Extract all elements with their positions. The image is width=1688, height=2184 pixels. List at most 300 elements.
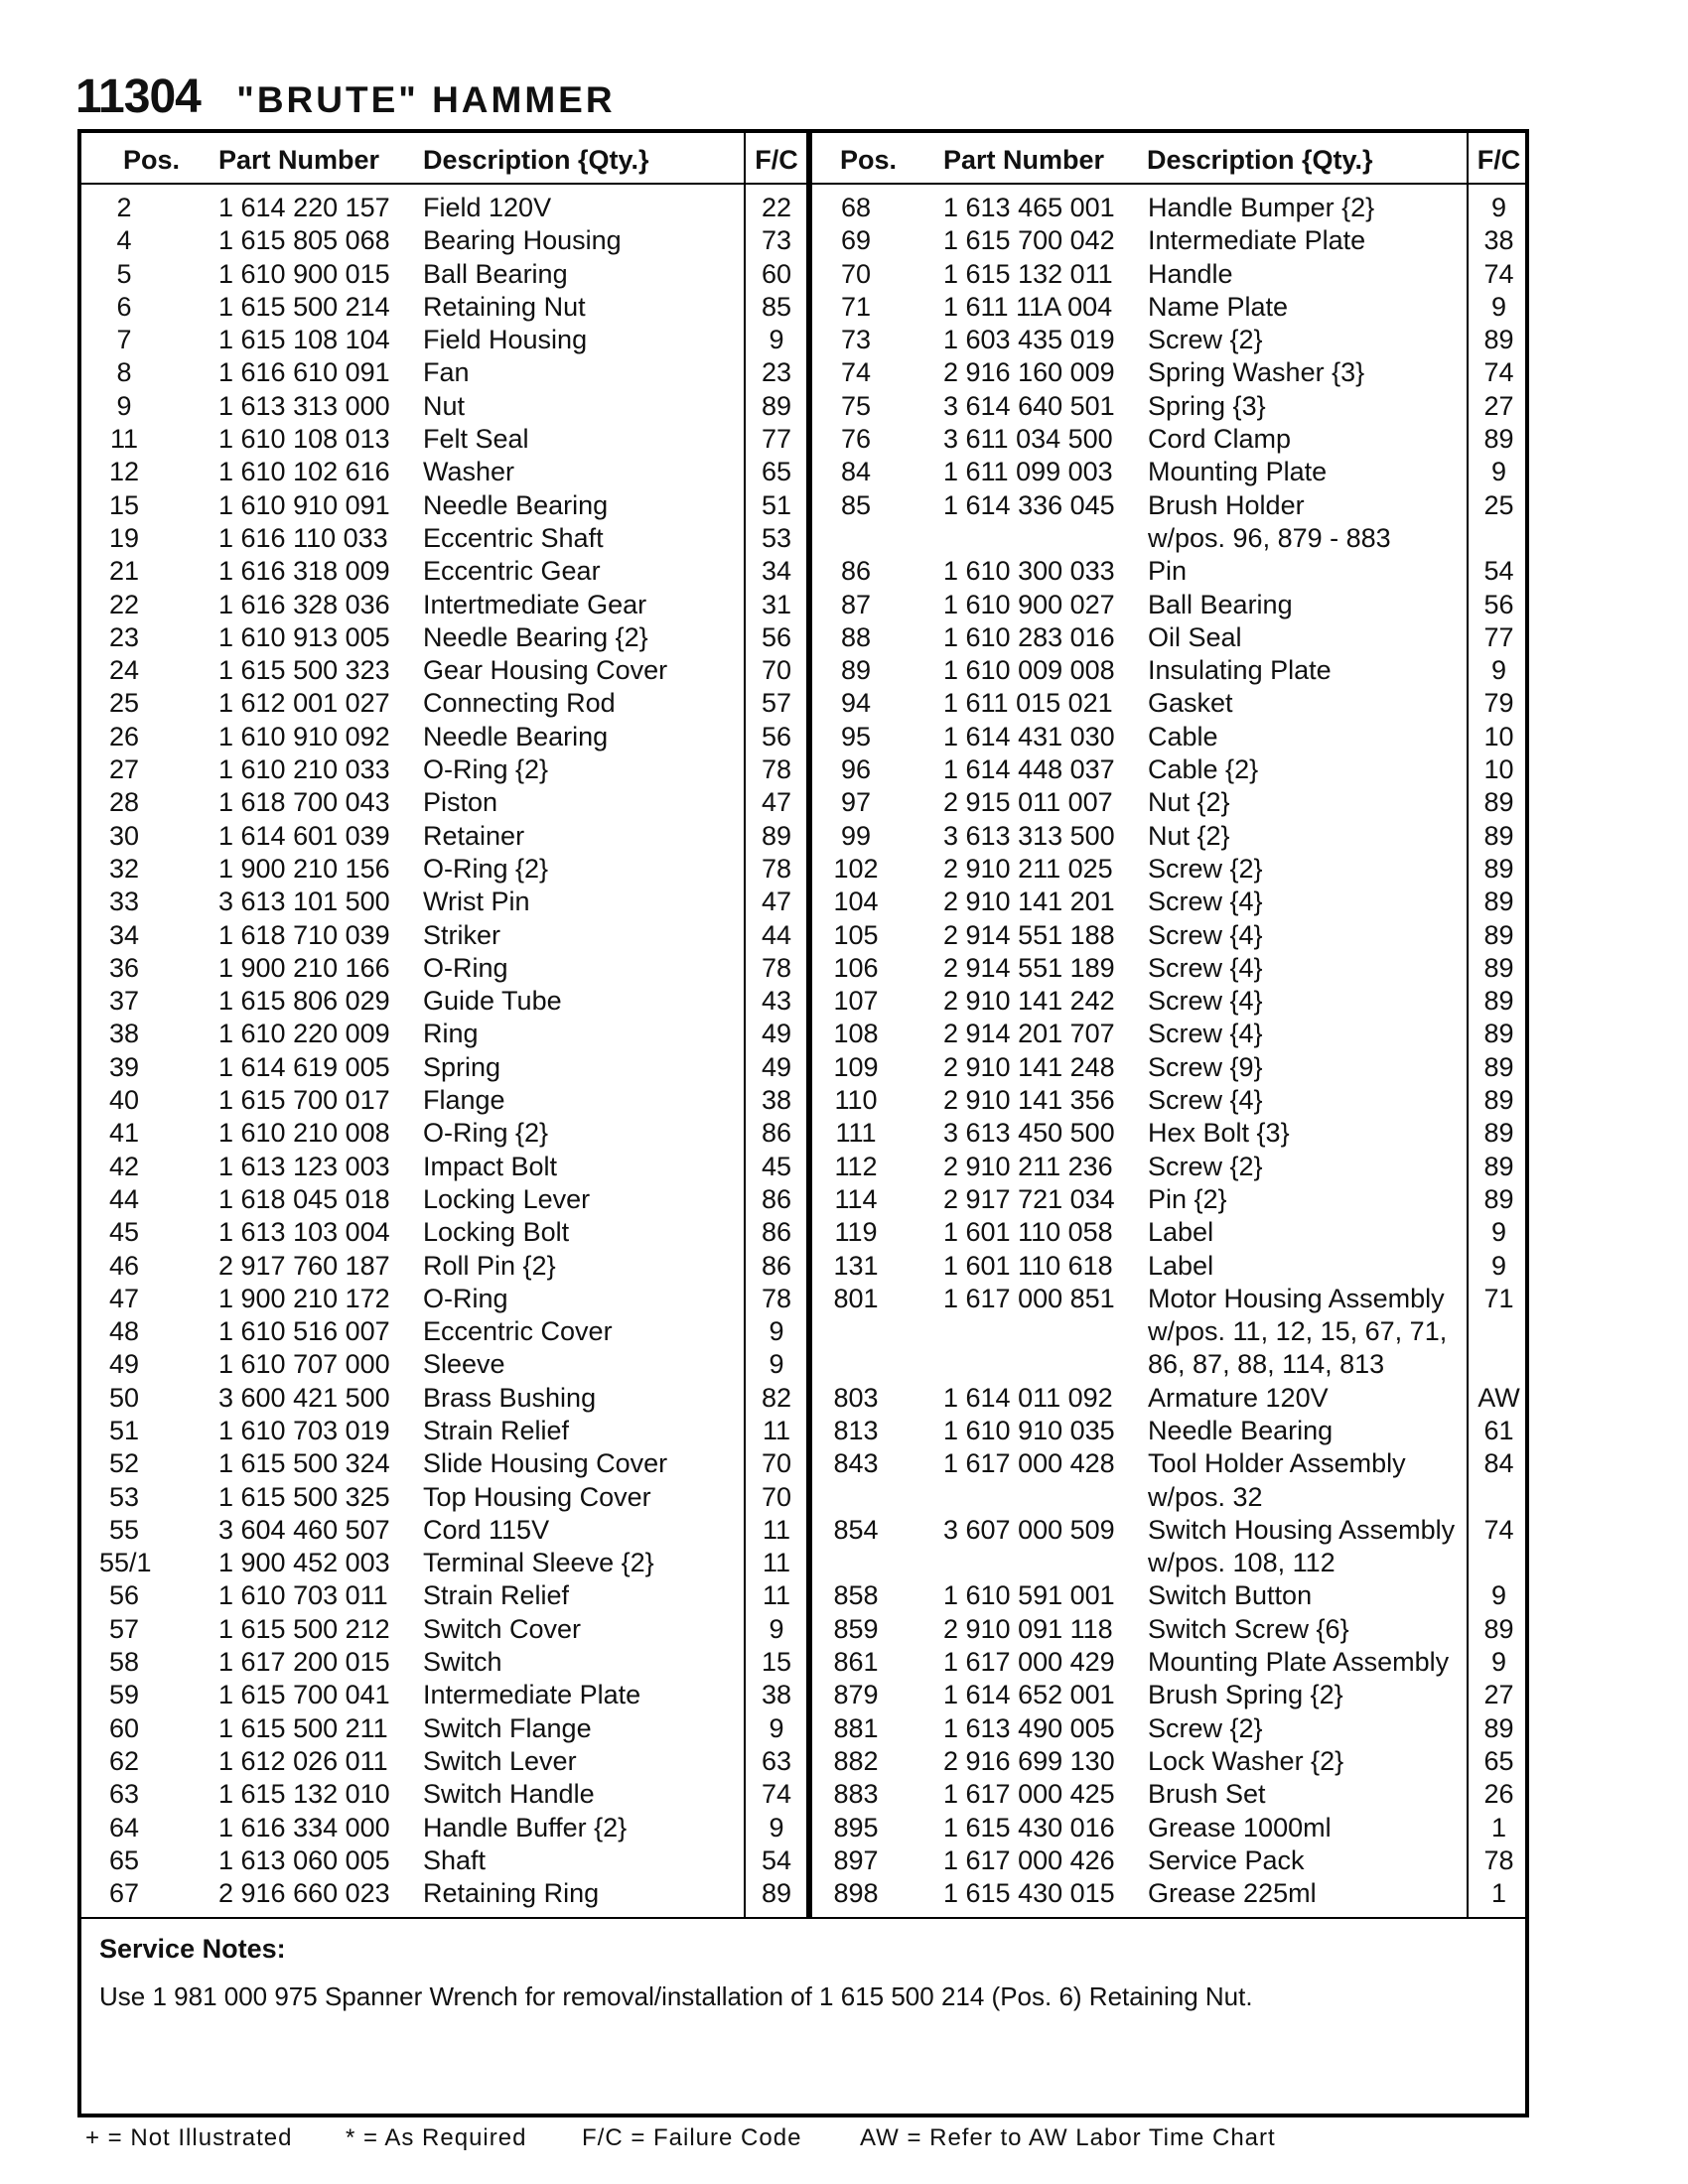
row-part-number: 1 601 110 618 xyxy=(943,1250,1113,1281)
row-pos: 813 xyxy=(833,1415,879,1445)
row-failure-code: 57 xyxy=(761,688,792,719)
row-part-number: 2 914 201 707 xyxy=(943,1019,1115,1049)
row-failure-code: 9 xyxy=(769,325,784,355)
row-description: w/pos. 11, 12, 15, 67, 71, xyxy=(1148,1316,1448,1347)
row-pos: 64 xyxy=(108,1812,140,1843)
row-pos: 114 xyxy=(834,1183,878,1214)
row-part-number: 1 616 610 091 xyxy=(218,357,390,388)
row-part-number: 2 910 091 118 xyxy=(943,1613,1113,1644)
row-description: Spring {3} xyxy=(1148,390,1266,421)
row-part-number: 2 914 551 189 xyxy=(943,952,1115,983)
header-rule xyxy=(81,183,1525,185)
header-desc-right: Description {Qty.} xyxy=(1147,145,1373,175)
table-row xyxy=(81,920,806,953)
row-failure-code: 10 xyxy=(1483,754,1514,785)
table-row xyxy=(81,854,806,887)
row-description: Label xyxy=(1148,1250,1214,1281)
row-pos: 104 xyxy=(833,887,879,917)
row-failure-code: 77 xyxy=(761,424,792,455)
left-parts-list xyxy=(81,193,806,1911)
row-description: Nut xyxy=(423,390,466,421)
row-part-number: 1 616 334 000 xyxy=(218,1812,390,1843)
row-pos: 897 xyxy=(833,1844,879,1875)
row-pos: 95 xyxy=(840,721,872,751)
table-row xyxy=(812,1349,1529,1382)
row-description: Screw {4} xyxy=(1148,986,1263,1017)
row-pos: 843 xyxy=(833,1448,879,1479)
table-row xyxy=(812,590,1529,622)
row-pos: 21 xyxy=(108,556,140,587)
row-failure-code: 1 xyxy=(1490,1812,1507,1843)
table-row xyxy=(812,754,1529,787)
row-part-number: 2 916 699 130 xyxy=(943,1745,1115,1776)
row-part-number: 1 900 210 166 xyxy=(218,952,390,983)
row-failure-code: 23 xyxy=(761,357,792,388)
row-part-number: 1 610 910 035 xyxy=(943,1415,1115,1445)
row-pos: 8 xyxy=(116,357,132,388)
row-failure-code: 78 xyxy=(761,1283,792,1313)
row-failure-code: 74 xyxy=(1483,357,1514,388)
table-row xyxy=(812,655,1529,688)
row-pos: 67 xyxy=(108,1878,140,1909)
row-part-number: 1 613 313 000 xyxy=(218,390,390,421)
row-pos: 94 xyxy=(840,688,872,719)
table-row xyxy=(812,1118,1529,1151)
row-part-number: 1 614 619 005 xyxy=(218,1051,390,1082)
row-failure-code: 11 xyxy=(762,1514,791,1545)
row-pos: 45 xyxy=(108,1217,140,1248)
row-pos: 25 xyxy=(108,688,140,719)
table-row xyxy=(81,1614,806,1647)
table-row xyxy=(81,1713,806,1746)
row-description: Cord Clamp xyxy=(1148,424,1292,455)
table-row xyxy=(812,292,1529,325)
row-part-number: 1 613 490 005 xyxy=(943,1712,1115,1743)
table-row xyxy=(812,1152,1529,1184)
row-part-number: 1 615 430 016 xyxy=(943,1812,1115,1843)
row-description: Screw {2} xyxy=(1148,325,1263,355)
table-row xyxy=(812,1184,1529,1217)
row-pos: 5 xyxy=(116,258,132,289)
row-failure-code: 47 xyxy=(761,787,792,818)
row-description: Guide Tube xyxy=(423,986,562,1017)
table-row xyxy=(812,1416,1529,1448)
table-row xyxy=(81,1580,806,1613)
row-description: Switch Lever xyxy=(423,1745,577,1776)
row-part-number: 1 613 103 004 xyxy=(218,1217,390,1248)
row-pos: 861 xyxy=(833,1647,879,1678)
row-failure-code: 15 xyxy=(761,1647,792,1678)
row-failure-code: 9 xyxy=(769,1613,784,1644)
row-description: Spring xyxy=(423,1051,501,1082)
row-pos: 40 xyxy=(108,1085,140,1116)
row-description: Needle Bearing xyxy=(423,721,609,751)
table-row xyxy=(812,1482,1529,1515)
table-row xyxy=(81,953,806,986)
row-description: Name Plate xyxy=(1148,291,1289,322)
row-part-number: 1 617 000 425 xyxy=(943,1779,1115,1810)
row-pos: 74 xyxy=(840,357,872,388)
row-part-number: 1 617 200 015 xyxy=(218,1647,390,1678)
row-part-number: 1 615 806 029 xyxy=(218,986,390,1017)
row-description: Cable {2} xyxy=(1148,754,1259,785)
row-description: Screw {4} xyxy=(1148,1019,1263,1049)
row-pos: 56 xyxy=(108,1580,140,1611)
row-pos: 34 xyxy=(108,919,140,950)
table-row xyxy=(812,325,1529,357)
table-row xyxy=(81,1019,806,1051)
row-part-number: 1 613 465 001 xyxy=(943,193,1115,222)
row-part-number: 1 611 099 003 xyxy=(943,457,1113,487)
row-description: Screw {4} xyxy=(1148,919,1263,950)
row-pos: 85 xyxy=(840,489,872,520)
row-pos: 33 xyxy=(108,887,140,917)
row-failure-code: 89 xyxy=(1483,1051,1514,1082)
row-description: Switch Housing Assembly xyxy=(1148,1514,1456,1545)
table-row xyxy=(81,1482,806,1515)
row-description: Motor Housing Assembly xyxy=(1148,1283,1445,1313)
table-row xyxy=(812,1085,1529,1118)
row-part-number: 1 610 108 013 xyxy=(218,424,390,455)
row-failure-code: 65 xyxy=(761,457,792,487)
row-failure-code: 86 xyxy=(761,1217,792,1248)
row-failure-code: 61 xyxy=(1483,1415,1514,1445)
table-row xyxy=(81,490,806,523)
table-row xyxy=(812,523,1529,556)
row-failure-code: 56 xyxy=(761,621,792,652)
row-description: O-Ring xyxy=(423,952,508,983)
row-description: Fan xyxy=(423,357,470,388)
row-pos: 46 xyxy=(108,1250,140,1281)
row-description: Locking Lever xyxy=(423,1183,591,1214)
row-pos: 854 xyxy=(833,1514,879,1545)
table-row xyxy=(812,1614,1529,1647)
row-failure-code: 79 xyxy=(1483,688,1514,719)
row-pos: 37 xyxy=(108,986,140,1017)
row-pos: 9 xyxy=(116,390,132,421)
table-row xyxy=(812,722,1529,754)
table-row xyxy=(81,1284,806,1316)
table-row xyxy=(812,887,1529,919)
row-failure-code: 89 xyxy=(1483,325,1514,355)
row-description: Switch xyxy=(423,1647,502,1678)
row-part-number: 2 910 211 236 xyxy=(943,1151,1113,1181)
table-row xyxy=(81,457,806,489)
table-row xyxy=(81,523,806,556)
service-notes-text: Use 1 981 000 975 Spanner Wrench for removal/installation of 1 615 500 214 (Pos. 6) Retaining Nut. xyxy=(99,1981,1253,2011)
row-description: Shaft xyxy=(423,1844,487,1875)
table-row xyxy=(812,1019,1529,1051)
table-row xyxy=(812,1680,1529,1712)
row-failure-code: 54 xyxy=(761,1844,792,1875)
row-pos: 19 xyxy=(108,522,140,553)
row-description: Roll Pin {2} xyxy=(423,1250,556,1281)
table-row xyxy=(812,457,1529,489)
row-pos: 84 xyxy=(840,457,872,487)
row-part-number: 1 610 913 005 xyxy=(218,621,390,652)
row-description: Brass Bushing xyxy=(423,1382,597,1413)
row-pos: 11 xyxy=(109,424,139,455)
row-description: Needle Bearing {2} xyxy=(423,621,648,652)
row-part-number: 1 616 110 033 xyxy=(218,522,388,553)
row-pos: 51 xyxy=(108,1415,140,1445)
row-part-number: 2 910 141 242 xyxy=(943,986,1115,1017)
table-row xyxy=(812,688,1529,721)
row-failure-code: 51 xyxy=(761,489,792,520)
row-part-number: 1 612 026 011 xyxy=(218,1745,388,1776)
table-row xyxy=(81,1845,806,1878)
table-row xyxy=(812,1813,1529,1845)
row-pos: 86 xyxy=(840,556,872,587)
row-description: Grease 225ml xyxy=(1148,1878,1317,1909)
row-failure-code: 89 xyxy=(761,1878,792,1909)
row-pos: 2 xyxy=(116,193,132,222)
table-row xyxy=(81,1548,806,1580)
row-pos: 55 xyxy=(108,1514,140,1545)
row-pos: 57 xyxy=(108,1613,140,1644)
table-row xyxy=(812,1647,1529,1680)
row-pos: 97 xyxy=(840,787,872,818)
table-row xyxy=(81,1251,806,1284)
row-failure-code: 89 xyxy=(1483,1183,1514,1214)
row-description: Handle xyxy=(1148,258,1233,289)
table-row xyxy=(81,1349,806,1382)
row-failure-code: 49 xyxy=(761,1051,792,1082)
header-pos-left: Pos. xyxy=(123,145,181,175)
legend-aw: AW = Refer to AW Labor Time Chart xyxy=(860,2124,1276,2151)
row-pos: 26 xyxy=(108,721,140,751)
row-description: Terminal Sleeve {2} xyxy=(423,1548,654,1578)
row-part-number: 1 615 500 214 xyxy=(218,291,390,322)
table-row xyxy=(812,1515,1529,1548)
row-description: Sleeve xyxy=(423,1349,505,1380)
tool-name: "BRUTE" HAMMER xyxy=(236,79,616,120)
table-row xyxy=(81,259,806,292)
row-part-number: 1 615 132 010 xyxy=(218,1779,390,1810)
row-description: w/pos. 32 xyxy=(1148,1481,1263,1512)
header-part-right: Part Number xyxy=(943,145,1105,175)
row-part-number: 1 616 318 009 xyxy=(218,556,390,587)
row-description: Pin xyxy=(1148,556,1188,587)
row-pos: 131 xyxy=(833,1250,879,1281)
row-part-number: 1 615 132 011 xyxy=(943,258,1113,289)
row-description: w/pos. 108, 112 xyxy=(1148,1548,1336,1578)
row-failure-code: 26 xyxy=(1483,1779,1514,1810)
row-pos: 36 xyxy=(108,952,140,983)
row-failure-code: 89 xyxy=(1483,1118,1514,1149)
row-part-number: 1 615 700 017 xyxy=(218,1085,390,1116)
row-description: Grease 1000ml xyxy=(1148,1812,1332,1843)
row-part-number: 1 610 516 007 xyxy=(218,1316,390,1347)
table-row xyxy=(81,1416,806,1448)
row-description: Intermediate Plate xyxy=(1148,225,1366,256)
row-part-number: 1 613 060 005 xyxy=(218,1844,390,1875)
right-parts-list xyxy=(812,193,1529,1911)
table-row xyxy=(81,391,806,424)
table-row xyxy=(81,193,806,225)
row-description: Tool Holder Assembly xyxy=(1148,1448,1406,1479)
row-description: Service Pack xyxy=(1148,1844,1305,1875)
table-row xyxy=(81,1779,806,1812)
row-pos: 44 xyxy=(108,1183,140,1214)
row-failure-code: 9 xyxy=(1490,1580,1507,1611)
row-part-number: 1 610 210 033 xyxy=(218,754,390,785)
row-description: Screw {2} xyxy=(1148,1712,1263,1743)
row-pos: 55/1 xyxy=(99,1548,152,1578)
row-part-number: 1 614 220 157 xyxy=(218,193,390,222)
row-description: Eccentric Cover xyxy=(423,1316,613,1347)
row-description: Needle Bearing xyxy=(423,489,609,520)
row-description: Screw {4} xyxy=(1148,887,1263,917)
row-description: Ring xyxy=(423,1019,479,1049)
table-row xyxy=(812,920,1529,953)
row-part-number: 1 614 601 039 xyxy=(218,820,390,851)
row-pos: 23 xyxy=(108,621,140,652)
row-failure-code: 11 xyxy=(762,1548,791,1578)
row-part-number: 2 910 141 248 xyxy=(943,1051,1115,1082)
row-part-number: 1 614 011 092 xyxy=(943,1382,1113,1413)
row-description: Eccentric Gear xyxy=(423,556,601,587)
table-row xyxy=(812,622,1529,655)
row-description: Ball Bearing xyxy=(1148,589,1293,619)
table-row xyxy=(812,1052,1529,1085)
row-description: Label xyxy=(1148,1217,1214,1248)
row-description: Flange xyxy=(423,1085,505,1116)
table-row xyxy=(81,1746,806,1779)
row-part-number: 1 615 700 041 xyxy=(218,1680,390,1710)
row-pos: 53 xyxy=(108,1481,140,1512)
table-row xyxy=(812,1746,1529,1779)
row-pos: 119 xyxy=(834,1217,878,1248)
table-row xyxy=(812,490,1529,523)
table-row xyxy=(81,1383,806,1416)
row-pos: 27 xyxy=(108,754,140,785)
table-row xyxy=(812,787,1529,820)
row-failure-code: 44 xyxy=(761,919,792,950)
row-part-number: 1 610 102 616 xyxy=(218,457,390,487)
row-part-number: 1 611 015 021 xyxy=(943,688,1113,719)
row-description: Piston xyxy=(423,787,498,818)
row-pos: 111 xyxy=(835,1118,877,1149)
row-description: Oil Seal xyxy=(1148,621,1242,652)
table-row xyxy=(812,193,1529,225)
row-pos: 112 xyxy=(834,1151,878,1181)
row-part-number: 1 615 108 104 xyxy=(218,325,390,355)
row-pos: 39 xyxy=(108,1051,140,1082)
row-part-number: 1 615 500 324 xyxy=(218,1448,390,1479)
row-description: O-Ring {2} xyxy=(423,1118,549,1149)
row-pos: 63 xyxy=(108,1779,140,1810)
row-pos: 6 xyxy=(116,291,132,322)
row-pos: 76 xyxy=(840,424,872,455)
row-failure-code: 78 xyxy=(761,853,792,884)
row-pos: 87 xyxy=(840,589,872,619)
row-failure-code: 74 xyxy=(761,1779,792,1810)
row-part-number: 1 610 283 016 xyxy=(943,621,1115,652)
table-row xyxy=(81,1052,806,1085)
row-description: Cord 115V xyxy=(423,1514,550,1545)
row-part-number: 1 610 009 008 xyxy=(943,655,1115,686)
row-pos: 15 xyxy=(108,489,140,520)
row-description: Eccentric Shaft xyxy=(423,522,604,553)
row-description: Cable xyxy=(1148,721,1218,751)
row-part-number: 3 611 034 500 xyxy=(943,424,1113,455)
row-failure-code: 47 xyxy=(761,887,792,917)
row-description: Screw {2} xyxy=(1148,1151,1263,1181)
header-part-left: Part Number xyxy=(218,145,380,175)
row-pos: 50 xyxy=(108,1382,140,1413)
row-pos: 73 xyxy=(840,325,872,355)
row-part-number: 1 615 430 015 xyxy=(943,1878,1115,1909)
row-part-number: 3 613 101 500 xyxy=(218,887,390,917)
row-part-number: 1 610 703 011 xyxy=(218,1580,388,1611)
row-description: Strain Relief xyxy=(423,1580,570,1611)
row-description: Retainer xyxy=(423,820,525,851)
row-part-number: 1 610 910 091 xyxy=(218,489,390,520)
row-failure-code: 89 xyxy=(1483,787,1514,818)
row-pos: 47 xyxy=(108,1283,140,1313)
row-failure-code: 31 xyxy=(761,589,792,619)
row-part-number: 1 615 700 042 xyxy=(943,225,1115,256)
row-failure-code: 9 xyxy=(1490,1647,1507,1678)
row-pos: 801 xyxy=(833,1283,879,1313)
row-part-number: 1 610 703 019 xyxy=(218,1415,390,1445)
row-part-number: 1 618 045 018 xyxy=(218,1183,390,1214)
table-row xyxy=(81,357,806,390)
row-pos: 96 xyxy=(840,754,872,785)
row-pos: 882 xyxy=(833,1745,879,1776)
row-failure-code: 9 xyxy=(1490,655,1507,686)
row-description: Intertmediate Gear xyxy=(423,589,647,619)
row-failure-code: 86 xyxy=(761,1183,792,1214)
legend-not-illustrated: + = Not Illustrated xyxy=(85,2124,293,2151)
table-row xyxy=(81,722,806,754)
table-row xyxy=(812,424,1529,457)
row-pos: 30 xyxy=(108,820,140,851)
row-description: 86, 87, 88, 114, 813 xyxy=(1148,1349,1385,1380)
row-failure-code: 89 xyxy=(1483,424,1514,455)
row-failure-code: 34 xyxy=(761,556,792,587)
table-row xyxy=(81,1184,806,1217)
row-description: Intermediate Plate xyxy=(423,1680,641,1710)
row-failure-code: 25 xyxy=(1483,489,1514,520)
row-failure-code: 9 xyxy=(769,1712,784,1743)
row-part-number: 2 914 551 188 xyxy=(943,919,1115,950)
row-failure-code: 89 xyxy=(1483,1085,1514,1116)
table-row xyxy=(812,225,1529,258)
row-description: Nut {2} xyxy=(1148,820,1230,851)
row-part-number: 1 601 110 058 xyxy=(943,1217,1113,1248)
row-failure-code: 74 xyxy=(1483,258,1514,289)
table-row xyxy=(81,754,806,787)
row-part-number: 2 917 760 187 xyxy=(218,1250,390,1281)
row-pos: 38 xyxy=(108,1019,140,1049)
service-notes-title: Service Notes: xyxy=(99,1934,286,1964)
legend-failure-code: F/C = Failure Code xyxy=(582,2124,802,2151)
table-row xyxy=(812,1845,1529,1878)
row-description: Strain Relief xyxy=(423,1415,570,1445)
table-row xyxy=(812,1251,1529,1284)
row-part-number: 3 614 640 501 xyxy=(943,390,1115,421)
row-failure-code: 89 xyxy=(761,390,792,421)
row-part-number: 1 611 11A 004 xyxy=(943,291,1113,322)
row-part-number: 1 615 500 323 xyxy=(218,655,390,686)
row-failure-code: 78 xyxy=(761,952,792,983)
row-pos: 59 xyxy=(108,1680,140,1710)
table-row xyxy=(812,391,1529,424)
row-description: Locking Bolt xyxy=(423,1217,570,1248)
row-description: Pin {2} xyxy=(1148,1183,1227,1214)
